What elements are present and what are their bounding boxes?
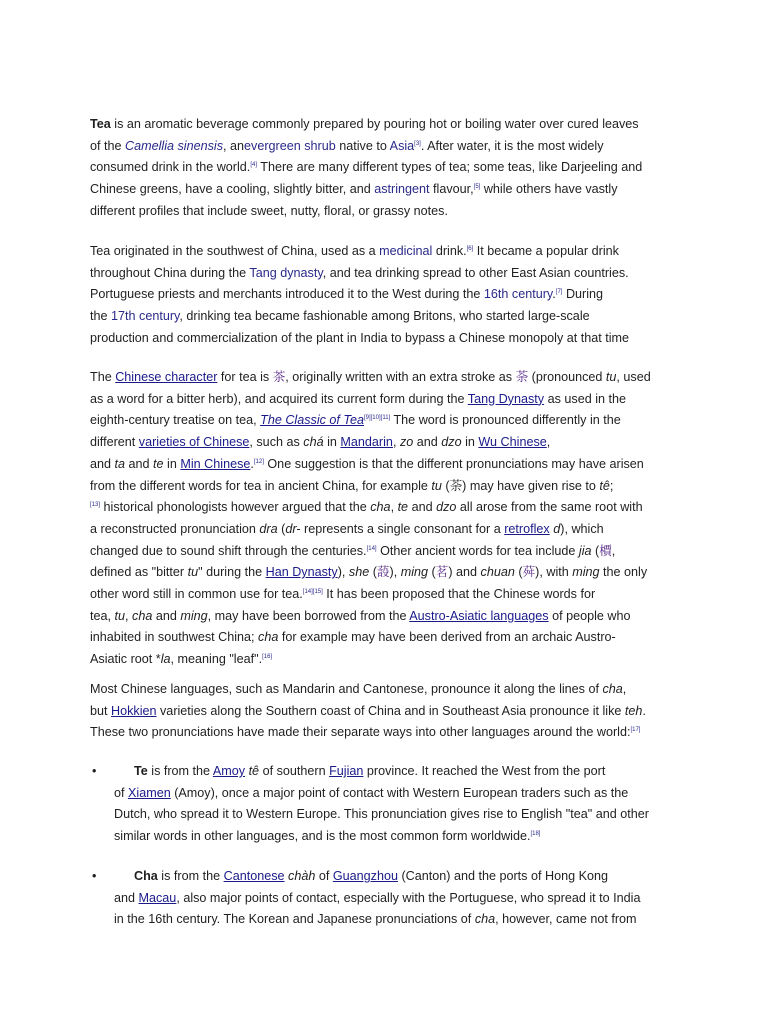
text: the [90, 309, 112, 324]
chinese-character-link[interactable]: 荈 [522, 565, 536, 580]
text-line [90, 328, 680, 350]
text-line [90, 627, 680, 649]
reference-link[interactable]: [12] [253, 458, 264, 465]
text: different profiles that include sweet, nutty, floral, or grassy notes. [90, 203, 448, 218]
italic-term: she [348, 565, 370, 580]
text: production and commercialization of the plant in India to bypass a Chinese monopoly at that time [90, 330, 630, 345]
text: in the 16th century. The Korean and Japanese pronunciations of [114, 912, 475, 927]
text-line [90, 519, 680, 541]
text: ( [591, 543, 600, 558]
text: , however, came not from [495, 912, 637, 927]
text: (Amoy), once a major point of contact with Western European traders such as the [170, 785, 629, 800]
text: province. It reached the West from the port [363, 764, 606, 778]
italic-term: d [553, 521, 561, 536]
text: Chinese greens, have a cooling, slightly bitter, and [90, 182, 375, 197]
text: Other ancient words for tea include [376, 543, 579, 558]
inline-link[interactable]: Camellia sinensis [125, 138, 224, 153]
text-line [90, 606, 680, 628]
text-line [114, 804, 684, 826]
underlined-link[interactable]: Chinese character [115, 370, 218, 384]
text: and [125, 456, 154, 471]
underlined-link[interactable]: Tang Dynasty [467, 391, 545, 406]
reference-link[interactable]: [3] [414, 140, 421, 147]
text: for example may have been derived from an archaic Austro- [278, 630, 616, 645]
text-line [114, 866, 684, 888]
text: and [413, 435, 442, 450]
text-line [90, 701, 680, 723]
text: The word is pronounced differently in the [390, 413, 621, 428]
text: Most Chinese languages, such as Mandarin and Cantonese, pronounce it along the lines of [90, 682, 603, 696]
text: different [90, 435, 139, 450]
text-line [114, 783, 684, 805]
chinese-character-link[interactable]: 茗 [435, 565, 449, 580]
reference-link[interactable]: [7] [555, 289, 563, 296]
italic-term: cha [370, 500, 391, 515]
underlined-link[interactable]: Guangzhou [332, 869, 398, 883]
text: ( [428, 565, 436, 580]
italic-term: ming [180, 608, 208, 623]
text: . [642, 703, 646, 718]
underlined-link[interactable]: varieties of Chinese [138, 435, 250, 450]
italic-term: ming [572, 565, 600, 580]
bullet-marker: • [92, 869, 97, 883]
italic-term: cha [132, 608, 153, 623]
text: is an aromatic beverage commonly prepared by pouring hot or boiling water over cured leaves [110, 117, 639, 131]
text-line [114, 909, 684, 931]
chinese-character-link[interactable]: 荼 [515, 370, 529, 384]
text: ( [277, 521, 286, 536]
text: Tea originated in the southwest of China, used as a [90, 244, 380, 258]
italic-term: dra [259, 521, 278, 536]
underlined-link[interactable]: retroflex [504, 521, 550, 536]
text-line [90, 562, 680, 584]
underlined-link[interactable]: Han Dynasty [265, 565, 338, 580]
underlined-link[interactable]: Xiamen [128, 785, 171, 800]
reference-link[interactable]: [14][15] [302, 588, 323, 595]
italic-term: teh [624, 703, 643, 718]
text: There are many different types of tea; some teas, like Darjeeling and [256, 160, 643, 175]
italic-term: dr- [285, 521, 301, 536]
text-line [90, 284, 680, 306]
text: , [390, 500, 398, 515]
italic-term: dzo [441, 435, 462, 450]
reference-link[interactable]: [13] [90, 502, 101, 509]
text-line [90, 136, 680, 158]
text: changed due to sound shift through the centuries. [90, 543, 367, 558]
italic-term: zo [399, 435, 414, 450]
text: in [323, 435, 341, 450]
underlined-link[interactable]: Fujian [329, 764, 364, 778]
text: (Canton) and the ports of Hong Kong [397, 869, 608, 883]
text: , meaning "leaf". [170, 652, 263, 667]
text-line [90, 432, 680, 454]
text: . [250, 456, 254, 471]
text-line [90, 263, 680, 285]
text: , [392, 435, 400, 450]
underlined-link[interactable]: Wu Chinese [478, 435, 547, 450]
text: the only [599, 565, 648, 580]
reference-link[interactable]: [16] [262, 653, 273, 660]
text: drink. [432, 244, 467, 258]
text: in [163, 456, 181, 471]
paragraph-pronunciations [90, 679, 680, 744]
italic-term: ming [400, 565, 429, 580]
text: ), [337, 565, 349, 580]
text: eighth-century treatise on tea, [90, 413, 261, 428]
text: of the [90, 138, 126, 153]
bullet-item-cha [114, 866, 684, 931]
text-line [90, 541, 680, 563]
text: tea, [90, 608, 115, 623]
text: of [315, 869, 333, 883]
text: of southern [259, 764, 330, 778]
underlined-link[interactable]: Macau [138, 890, 177, 905]
paragraph-intro [90, 114, 680, 223]
text: defined as "bitter [90, 565, 188, 580]
chinese-character-link[interactable]: 茶 [272, 370, 286, 384]
text: historical phonologists however argued that the [100, 500, 371, 515]
text: flavour, [429, 182, 474, 197]
text-line [90, 179, 680, 201]
text: and [90, 456, 115, 471]
text: These two pronunciations have made their separate ways into other languages around the world: [90, 725, 631, 740]
text: , used [616, 370, 651, 384]
text: as used in the [544, 391, 627, 406]
inline-link[interactable]: medicinal [379, 244, 433, 258]
text: of people who [548, 608, 631, 623]
reference-link[interactable]: [4] [250, 162, 257, 169]
italic-term: tu [605, 370, 617, 384]
underlined-link[interactable]: Min Chinese [180, 456, 251, 471]
text-line [90, 114, 680, 136]
text: , [546, 435, 551, 450]
text: consumed drink in the world. [90, 160, 251, 175]
text: , [622, 682, 627, 696]
text: and [152, 608, 181, 623]
text: as a word for a bitter herb), and acquired its current form during the [90, 391, 468, 406]
text: ( [369, 565, 377, 580]
italic-term: chàh [288, 869, 316, 883]
text: Asiatic root * [90, 652, 161, 667]
underlined-link[interactable]: Austro-Asiatic languages [409, 608, 549, 623]
reference-link[interactable]: [9][10][11] [363, 415, 391, 422]
italic-term: tê [248, 764, 260, 778]
italic-term: la [160, 652, 171, 667]
italic-term: dzo [436, 500, 457, 515]
text: , such as [249, 435, 304, 450]
text: a reconstructed pronunciation [90, 521, 260, 536]
text-line [90, 367, 680, 389]
bold-term: Cha [134, 869, 158, 883]
text-line [90, 476, 680, 498]
text: while others have vastly [480, 182, 618, 197]
chinese-character-link[interactable]: 檟 [599, 543, 612, 558]
chinese-character-link[interactable]: 蔎 [376, 565, 390, 580]
italic-term: te [397, 500, 409, 515]
text-line [114, 826, 684, 848]
bullet-marker: • [92, 764, 97, 778]
text: Dutch, who spread it to Western Europe. This pronunciation gives rise to English "tea" and other [114, 807, 649, 822]
text: , drinking tea became fashionable among Britons, who started large-scale [179, 309, 590, 324]
text: similar words in other languages, and is the most common form worldwide. [114, 829, 531, 844]
text: from the different words for tea in ancient China, for example [90, 478, 432, 493]
underlined-link[interactable]: Cantonese [223, 869, 285, 883]
text: and [114, 890, 139, 905]
italic-term: cha [474, 912, 496, 927]
text: other word still in common use for tea. [90, 587, 303, 602]
bullet-item-te [114, 761, 684, 848]
italic-term: tu [114, 608, 126, 623]
paragraph-etymology [90, 367, 680, 671]
inline-link[interactable]: 16th century [483, 287, 553, 302]
underlined-link[interactable]: The Classic of Tea [260, 413, 364, 428]
text: inhabited in southwest China; [90, 630, 259, 645]
inline-link[interactable]: 17th century [111, 309, 180, 324]
italic-term: cha [602, 682, 623, 696]
italic-term: chuan [480, 565, 515, 580]
text: throughout China during the [90, 265, 250, 280]
italic-term: tê [599, 478, 610, 493]
text: . After water, it is the most widely [420, 138, 604, 153]
text: , an [223, 138, 245, 153]
text-line [90, 157, 680, 179]
text: , and tea drinking spread to other East Asian countries. [322, 265, 629, 280]
underlined-link[interactable]: Hokkien [111, 703, 157, 718]
text-line [90, 454, 680, 476]
text-line [114, 761, 684, 783]
text: but [90, 703, 112, 718]
text: all arose from the same root with [456, 500, 643, 515]
text: varieties along the Southern coast of China and in Southeast Asia pronounce it like [156, 703, 625, 718]
text-line [90, 201, 680, 223]
text: in [461, 435, 479, 450]
inline-link[interactable]: astringent [374, 182, 430, 197]
reference-link[interactable]: [5] [473, 183, 481, 190]
text: represents a single consonant for a [300, 521, 505, 536]
text: . [552, 287, 556, 302]
text-line [90, 241, 680, 263]
text-line [90, 306, 680, 328]
text-line [90, 410, 680, 432]
text: (pronounced [528, 370, 606, 384]
inline-link[interactable]: Asia [389, 138, 415, 153]
paragraph-origin [90, 241, 680, 350]
text: , also major points of contact, especially with the Portuguese, who spread it to India [176, 890, 641, 905]
text: Portuguese priests and merchants introduced it to the West during the [90, 287, 484, 302]
text: It has been proposed that the Chinese words for [322, 587, 596, 602]
text: ), with [535, 565, 573, 580]
text-line [90, 497, 680, 519]
text: " during the [198, 565, 266, 580]
reference-link[interactable]: [18] [530, 830, 541, 837]
text: ( [514, 565, 523, 580]
text: During [562, 287, 604, 302]
text: native to [335, 138, 390, 153]
italic-term: te [153, 456, 164, 471]
text: , originally written with an extra stroke as [285, 370, 516, 384]
italic-term: jia [578, 543, 592, 558]
bold-term: Tea [90, 117, 111, 131]
text: is from the [157, 869, 224, 883]
text: and [408, 500, 437, 515]
text: ), [389, 565, 401, 580]
italic-term: chá [303, 435, 324, 450]
text-line [90, 584, 680, 606]
text-line [114, 888, 684, 910]
text: , [611, 543, 616, 558]
text: , may have been borrowed from the [207, 608, 410, 623]
text: , [125, 608, 133, 623]
text: One suggestion is that the different pronunciations may have arisen [263, 456, 644, 471]
text-line [90, 722, 680, 744]
italic-term: ta [114, 456, 126, 471]
text: It became a popular drink [473, 244, 619, 258]
italic-term: tu [187, 565, 199, 580]
text: for tea is [217, 370, 273, 384]
italic-term: cha [258, 630, 279, 645]
reference-link[interactable]: [17] [630, 727, 641, 734]
text: ) and [448, 565, 481, 580]
underlined-link[interactable]: Mandarin [340, 435, 393, 450]
inline-link[interactable]: evergreen shrub [244, 138, 336, 153]
underlined-link[interactable]: Amoy [212, 764, 246, 778]
text-line [90, 679, 680, 701]
text: ; [609, 478, 614, 493]
text: The [90, 370, 116, 384]
reference-link[interactable]: [14] [366, 545, 377, 552]
text-line [90, 649, 680, 671]
text: (荼) may have given rise to [441, 478, 600, 493]
text: is from the [147, 764, 213, 778]
text-line [90, 389, 680, 411]
reference-link[interactable]: [6] [466, 245, 474, 252]
text: ), which [560, 521, 604, 536]
inline-link[interactable]: Tang dynasty [249, 265, 323, 280]
bold-term: Te [134, 764, 148, 778]
text: of [114, 785, 129, 800]
italic-term: tu [431, 478, 442, 493]
